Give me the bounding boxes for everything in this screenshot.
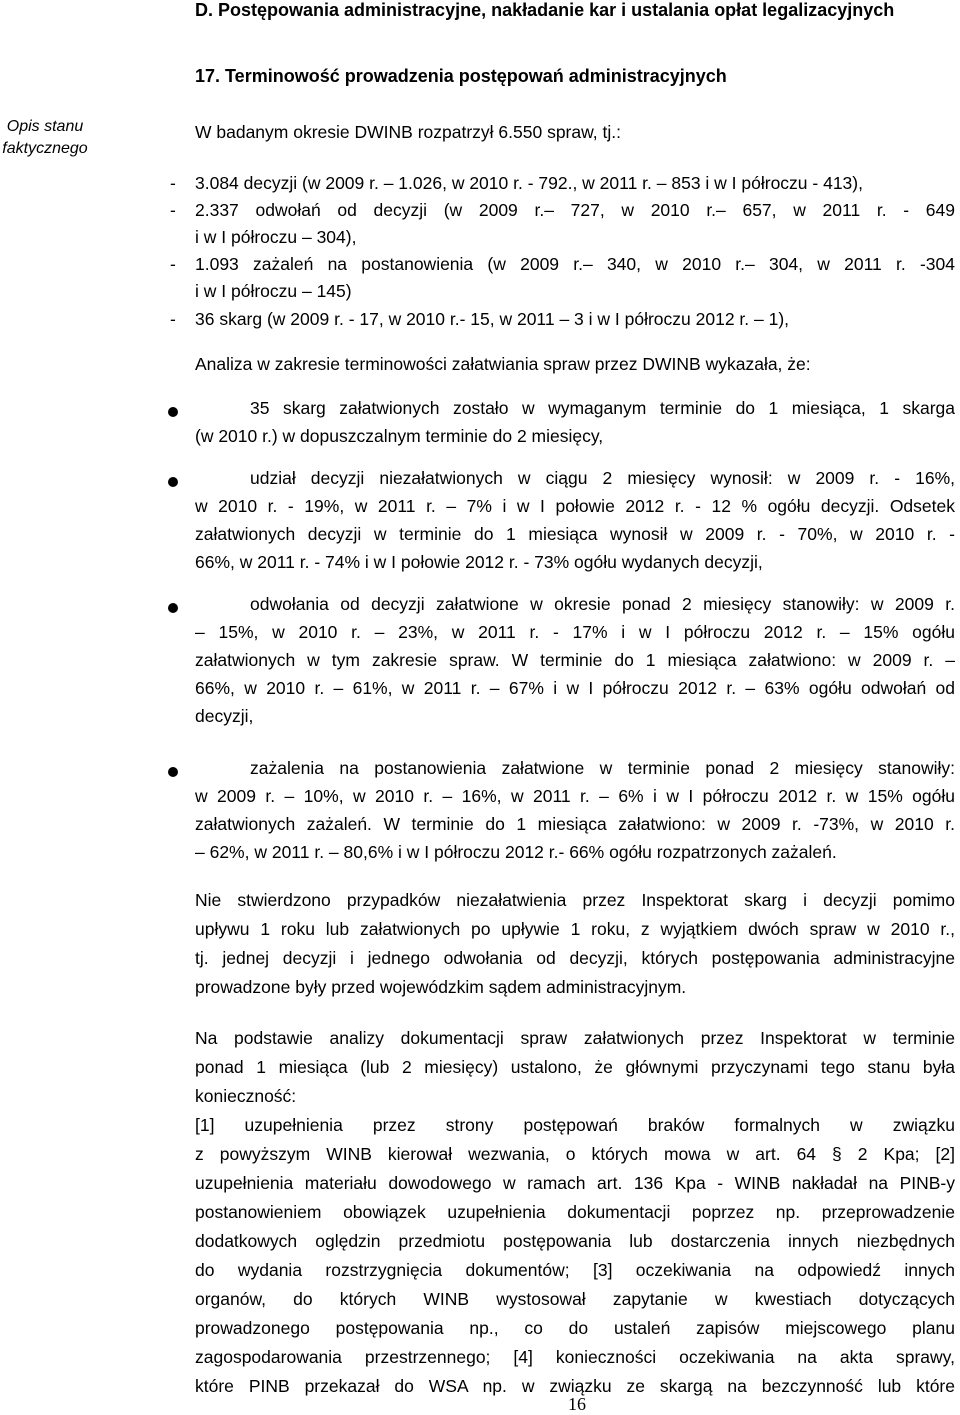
bullet-line: 66%, w 2011 r. - 74% i w I połowie 2012 r. - 73% ogółu wydanych decyzji,: [195, 552, 763, 572]
paragraph-line: prowadzone były przed wojewódzkim sądem administracyjnym.: [195, 977, 687, 997]
paragraph-line: które PINB przekazał do WSA np. w związku ze skargą na bezczynność lub które: [195, 1376, 955, 1396]
bullet-line: – 15%, w 2010 r. – 23%, w 2011 r. - 17% i w I półroczu 2012 r. – 15% ogółu: [195, 622, 955, 642]
paragraph-line: prowadzonego postępowania np., co do ustaleń zapisów miejscowego planu: [195, 1318, 955, 1338]
paragraph-line: Nie stwierdzono przypadków niezałatwienia przez Inspektorat skarg i decyzji pomimo: [195, 890, 955, 910]
paragraph-line: upływu 1 roku lub załatwionych po upływie 1 roku, z wyjątkiem dwóch spraw w 2010 r.,: [195, 919, 955, 939]
paragraph-line: dodatkowych oględzin przedmiotu postępowania lub dostarczenia innych niezbędnych: [195, 1231, 955, 1251]
intro-text: W badanym okresie DWINB rozpatrzył 6.550 spraw, tj.:: [195, 122, 621, 142]
list-item-line: 2.337 odwołań od decyzji (w 2009 r.– 727, w 2010 r.– 657, w 2011 r. - 649: [195, 200, 955, 220]
list-item-line: 1.093 zażaleń na postanowienia (w 2009 r.– 340, w 2010 r.– 304, w 2011 r. -304: [195, 254, 955, 274]
list-dash: -: [170, 200, 176, 220]
paragraph-line: ponad 1 miesiąca (lub 2 miesięcy) ustalono, że głównymi przyczynami tego stanu była: [195, 1057, 955, 1077]
bullet-line: odwołania od decyzji załatwione w okresie ponad 2 miesięcy stanowiły: w 2009 r.: [250, 594, 955, 614]
list-dash: -: [170, 173, 176, 193]
analysis-intro: Analiza w zakresie terminowości załatwiania spraw przez DWINB wykazała, że:: [195, 354, 811, 374]
bullet-line: załatwionych zażaleń. W terminie do 1 miesiąca załatwiono: w 2009 r. -73%, w 2010 r.: [195, 814, 955, 834]
bullet-line: 66%, w 2010 r. – 61%, w 2011 r. – 67% i w I półroczu 2012 r. – 63% ogółu odwołań od: [195, 678, 955, 698]
bullet-line: decyzji,: [195, 706, 254, 726]
list-dash: -: [170, 309, 176, 329]
bullet-line: w 2010 r. - 19%, w 2011 r. – 7% i w I połowie 2012 r. - 12 % ogółu decyzji. Odsetek: [195, 496, 955, 516]
paragraph-line: uzupełnienia materiału dowodowego w ramach art. 136 Kpa - WINB nakładał na PINB-y: [195, 1173, 955, 1193]
bullet-line: załatwionych decyzji w terminie do 1 miesiąca wynosił w 2009 r. - 70%, w 2010 r. -: [195, 524, 955, 544]
paragraph-line: [1] uzupełnienia przez strony postępowań braków formalnych w związku: [195, 1115, 955, 1135]
paragraph-line: organów, do których WINB wystosował zapytanie w kwestiach dotyczących: [195, 1289, 955, 1309]
paragraph-line: do wydania rozstrzygnięcia dokumentów; [3] oczekiwania na odpowiedź innych: [195, 1260, 955, 1280]
paragraph-line: Na podstawie analizy dokumentacji spraw załatwionych przez Inspektorat w terminie: [195, 1028, 955, 1048]
list-item-line: i w I półroczu – 145): [195, 281, 352, 301]
list-item-line: i w I półroczu – 304),: [195, 227, 357, 247]
bullet-line: zażalenia na postanowienia załatwione w terminie ponad 2 miesięcy stanowiły:: [250, 758, 955, 778]
bullet-dot: [168, 767, 178, 777]
bullet-dot: [168, 407, 178, 417]
side-label: Opis stanu faktycznego: [2, 118, 88, 157]
list-item-line: 3.084 decyzji (w 2009 r. – 1.026, w 2010 r. - 792., w 2011 r. – 853 i w I półroczu - 413),: [195, 173, 863, 193]
subsection-title: 17. Terminowość prowadzenia postępowań administracyjnych: [195, 66, 727, 86]
bullet-line: 35 skarg załatwionych zostało w wymaganym terminie do 1 miesiąca, 1 skarga: [250, 398, 955, 418]
bullet-line: udział decyzji niezałatwionych w ciągu 2 miesięcy wynosił: w 2009 r. - 16%,: [250, 468, 955, 488]
list-item-line: 36 skarg (w 2009 r. - 17, w 2010 r.- 15, w 2011 – 3 i w I półroczu 2012 r. – 1),: [195, 309, 790, 329]
paragraph-line: konieczność:: [195, 1086, 297, 1106]
section-title: D. Postępowania administracyjne, nakładanie kar i ustalania opłat legalizacyjnych: [195, 0, 895, 20]
bullet-dot: [168, 477, 178, 487]
paragraph-line: postanowieniem obowiązek uzupełnienia dokumentacji poprzez np. przeprowadzenie: [195, 1202, 955, 1222]
bullet-line: załatwionych w tym zakresie spraw. W terminie do 1 miesiąca załatwiono: w 2009 r. –: [195, 650, 955, 670]
bullet-dot: [168, 603, 178, 613]
page-number: 16: [568, 1394, 586, 1414]
list-dash: -: [170, 254, 176, 274]
bullet-line: – 62%, w 2011 r. – 80,6% i w I półroczu 2012 r.- 66% ogółu rozpatrzonych zażaleń.: [195, 842, 837, 862]
paragraph-line: tj. jednej decyzji i jednego odwołania od decyzji, których postępowania administracyjne: [195, 948, 955, 968]
paragraph-line: z powyższym WINB kierował wezwania, o których mowa w art. 64 § 2 Kpa; [2]: [195, 1144, 955, 1164]
paragraph-line: zagospodarowania przestrzennego; [4] konieczności oczekiwania na akta sprawy,: [195, 1347, 955, 1367]
bullet-line: (w 2010 r.) w dopuszczalnym terminie do 2 miesięcy,: [195, 426, 604, 446]
bullet-line: w 2009 r. – 10%, w 2010 r. – 16%, w 2011 r. – 6% i w I półroczu 2012 r. w 15% ogółu: [195, 786, 955, 806]
